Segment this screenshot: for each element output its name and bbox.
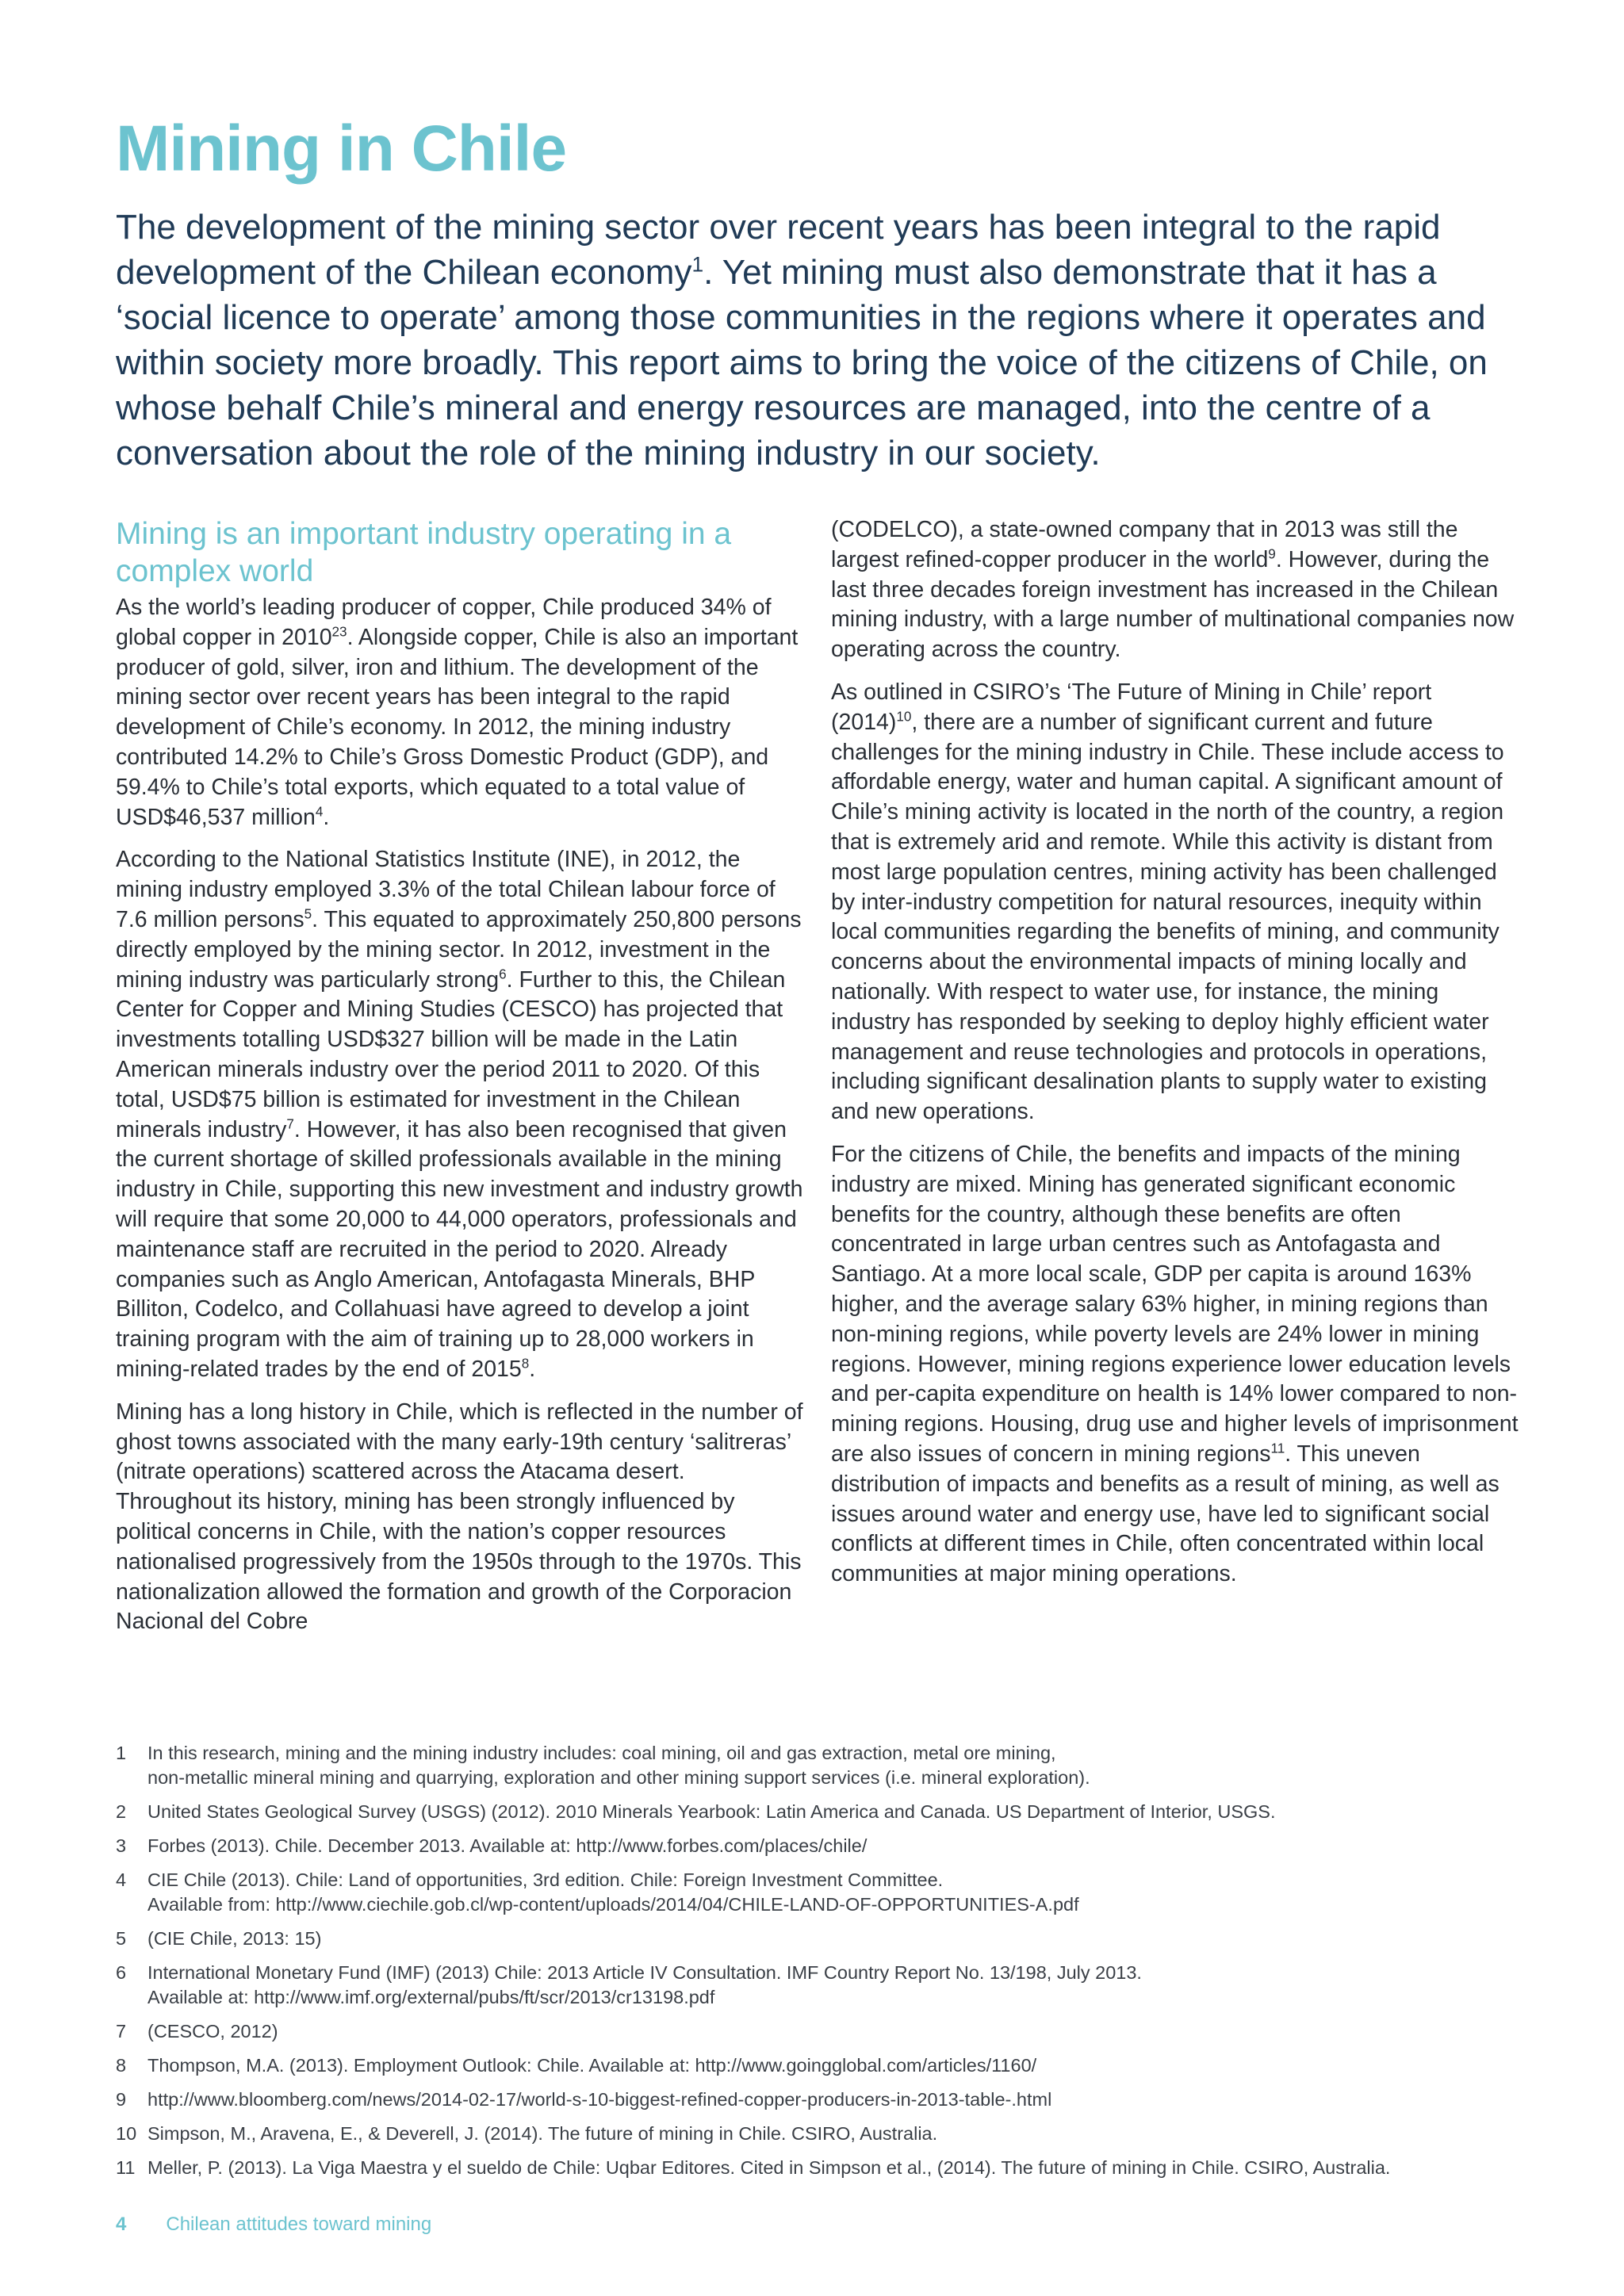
footnote-item <box>116 2053 1527 2078</box>
body-paragraph: For the citizens of Chile, the benefits and impacts of the mining industry are mixed. Mining has generated significant economic benefits for the country, although these benefits are often concentrated in large urban centres such as Antofagasta and Santiago. At a more local scale, GDP per capita is around 163% higher, and the average salary 63% higher, in mining regions than non-mining regions, while poverty levels are 24% lower in mining regions. However, mining regions experience lower education levels and per-capita expenditure on health is 14% lower compared to non-mining regions. Housing, drug use and higher levels of imprisonment are also issues of concern in mining regions$^{11}$. This uneven distribution of impacts and benefits as a result of mining, as well as issues around water and energy use, have led to significant social conflicts at different times in Chile, often concentrated within local communities at major mining operations. <box>831 1141 1519 1587</box>
footnote-number: 2 <box>116 1801 127 1822</box>
footnote-text: International Monetary Fund (IMF) (2013) Chile: 2013 Article IV Consultation. IMF Country Report No. 13/198, July 2013. <box>147 1962 1142 1983</box>
footnote-ref: 5 <box>304 906 312 922</box>
footnote-text: Available from: http://www.ciechile.gob.cl/wp-content/uploads/2014/04/CHILE-LAND-OF-OPPORTUNITIES-A.pdf <box>147 1894 1079 1915</box>
footnote-ref: 9 <box>1268 546 1276 562</box>
footnote-number: 11 <box>116 2157 136 2178</box>
footnote-text: Meller, P. (2013). La Viga Maestra y el sueldo de Chile: Uqbar Editores. Cited in Simpson et al., (2014). The future of mining in Chile. CSIRO, Australia. <box>147 2157 1391 2178</box>
page-footer <box>116 2214 431 2236</box>
footnote-text: http://www.bloomberg.com/news/2014-02-17/world-s-10-biggest-refined-copper-producers-in-2013-table-.html <box>147 2089 1052 2110</box>
footnote-number: 4 <box>116 1869 127 1890</box>
footnote-text: United States Geological Survey (USGS) (2012). 2010 Minerals Yearbook: Latin America and Canada. US Department of Interior, USGS. <box>147 1801 1276 1822</box>
footnote-text: non-metallic mineral mining and quarrying, exploration and other mining support services (i.e. mineral exploration). <box>147 1767 1090 1788</box>
footnote-item <box>116 2019 1527 2044</box>
footnote-number: 6 <box>116 1962 127 1983</box>
left-column <box>116 515 806 1650</box>
footnote-text: Simpson, M., Aravena, E., & Deverell, J. (2014). The future of mining in Chile. CSIRO, Australia. <box>147 2123 938 2144</box>
body-paragraph: (CODELCO), a state-owned company that in 2013 was still the largest refined-copper producer in the world$^9$. However, during the last three decades foreign investment has increased in the Chilean mining industry, with a large number of multinational companies now operating across the country. <box>831 517 1515 663</box>
footnote-text: (CIE Chile, 2013: 15) <box>147 1928 322 1949</box>
footnotes-list <box>116 1741 1527 2190</box>
body-paragraph: As the world’s leading producer of copper, Chile produced 34% of global copper in 2010$^{23}$. Alongside copper, Chile is also an important producer of gold, silver, iron and lithium. The development of the mining sector over recent years has been integral to the rapid development of Chile’s economy. In 2012, the mining industry contributed 14.2% to Chile’s Gross Domestic Product (GDP), and 59.4% to Chile’s total exports, which equated to a total value of USD$46,537 million$^4$. <box>116 595 799 830</box>
page-title: Mining in Chile <box>116 113 567 185</box>
footnote-item <box>116 1741 1527 1790</box>
footnote-ref: 6 <box>499 966 507 982</box>
footnote-ref: 1 <box>691 252 704 277</box>
footnote-number: 9 <box>116 2089 127 2110</box>
page-number: 4 <box>116 2214 127 2235</box>
body-paragraph: Mining has a long history in Chile, which is reflected in the number of ghost towns associated with the many early-19th century ‘salitreras’ (nitrate operations) scattered across the Atacama desert. Throughout its history, mining has been strongly influenced by political concerns in Chile, with the nation’s copper resources nationalised progressively from the 1950s through to the 1970s. This nationalization allowed the formation and growth of the Corporacion Nacional del Cobre <box>116 1399 803 1635</box>
footnote-number: 7 <box>116 2021 127 2042</box>
footnote-number: 5 <box>116 1928 127 1949</box>
intro-paragraph: The development of the mining sector over recent years has been integral to the rapid development of the Chilean economy$^1$. Yet mining must also demonstrate that it has a ‘social licence to operate’ among those communities in the regions where it operates and within society more broadly. This report aims to bring the voice of the citizens of Chile, on whose behalf Chile’s mineral and energy resources are managed, into the centre of a conversation about the role of the mining industry in our society. <box>116 208 1488 473</box>
footnote-number: 8 <box>116 2055 127 2076</box>
footnote-ref: 11 <box>1270 1441 1285 1456</box>
footnote-text: CIE Chile (2013). Chile: Land of opportunities, 3rd edition. Chile: Foreign Investment Committee. <box>147 1869 944 1890</box>
footnote-text: In this research, mining and the mining industry includes: coal mining, oil and gas extraction, metal ore mining, <box>147 1743 1056 1763</box>
footnote-number: 3 <box>116 1835 127 1856</box>
footnote-ref: 7 <box>286 1116 294 1132</box>
footnote-item <box>116 1868 1527 1917</box>
footnote-text: Available at: http://www.imf.org/external/pubs/ft/scr/2013/cr13198.pdf <box>147 1987 715 2007</box>
footnote-item <box>116 2122 1527 2146</box>
body-paragraph: As outlined in CSIRO’s ‘The Future of Mining in Chile’ report $(2014)^{10}$, there are a number of significant current and future challenges for the mining industry in Chile. These include access to affordable energy, water and human capital. A significant amount of Chile’s mining activity is located in the north of the country, a region that is extremely arid and remote. While this activity is distant from most large population centres, mining activity has been challenged by inter-industry competition for natural resources, inequity within local communities regarding the benefits of mining, and community concerns about the environmental impacts of mining locally and nationally. With respect to water use, for instance, the mining industry has responded by seeking to deploy highly efficient water management and reuse technologies and protocols in operations, including significant desalination plants to supply water to existing and new operations. <box>831 679 1504 1125</box>
footnote-item <box>116 1834 1527 1858</box>
footnote-ref: 10 <box>896 709 912 725</box>
section-heading: Mining is an important industry operating in a complex world <box>116 517 732 588</box>
body-paragraph: According to the National Statistics Institute (INE), in 2012, the mining industry employed 3.3% of the total Chilean labour force of 7.6 million persons$^5$. This equated to approximately 250,800 persons directly employed by the mining sector. In 2012, investment in the mining industry was particularly strong$^6$. Further to this, the Chilean Center for Copper and Mining Studies (CESCO) has projected that investments totalling USD$327 billion will be made in the Latin American minerals industry over the period 2011 to 2020. Of this total, USD$75 billion is estimated for investment in the Chilean minerals industry$^7$. However, it has also been recognised that given the current shortage of skilled professionals available in the mining industry in Chile, supporting this new investment and industry growth will require that some 20,000 to 44,000 operators, professionals and maintenance staff are recruited in the period to 2020. Already companies such as Anglo American, Antofagasta Minerals, BHP Billiton, Codelco, and Collahuasi have agreed to develop a joint training program with the aim of training up to 28,000 workers in mining-related trades by the end of 2015$^8$. <box>116 847 803 1382</box>
footnote-item <box>116 1800 1527 1824</box>
footnote-text: Thompson, M.A. (2013). Employment Outlook: Chile. Available at: http://www.goingglobal.com/articles/1160/ <box>147 2055 1037 2076</box>
footnote-ref: 8 <box>521 1356 530 1372</box>
document-title: Chilean attitudes toward mining <box>166 2214 432 2235</box>
footnote-item <box>116 2087 1527 2112</box>
footnote-ref: 4 <box>315 804 324 820</box>
footnote-number: 1 <box>116 1743 127 1763</box>
footnote-item <box>116 2156 1527 2180</box>
footnote-text: (CESCO, 2012) <box>147 2021 278 2042</box>
footnote-ref: 23 <box>331 624 347 640</box>
footnote-item <box>116 1961 1527 2010</box>
footnote-text: Forbes (2013). Chile. December 2013. Available at: http://www.forbes.com/places/chile/ <box>147 1835 868 1856</box>
footnote-number: 10 <box>116 2123 137 2144</box>
footnote-item <box>116 1927 1527 1951</box>
right-column <box>831 515 1521 1602</box>
